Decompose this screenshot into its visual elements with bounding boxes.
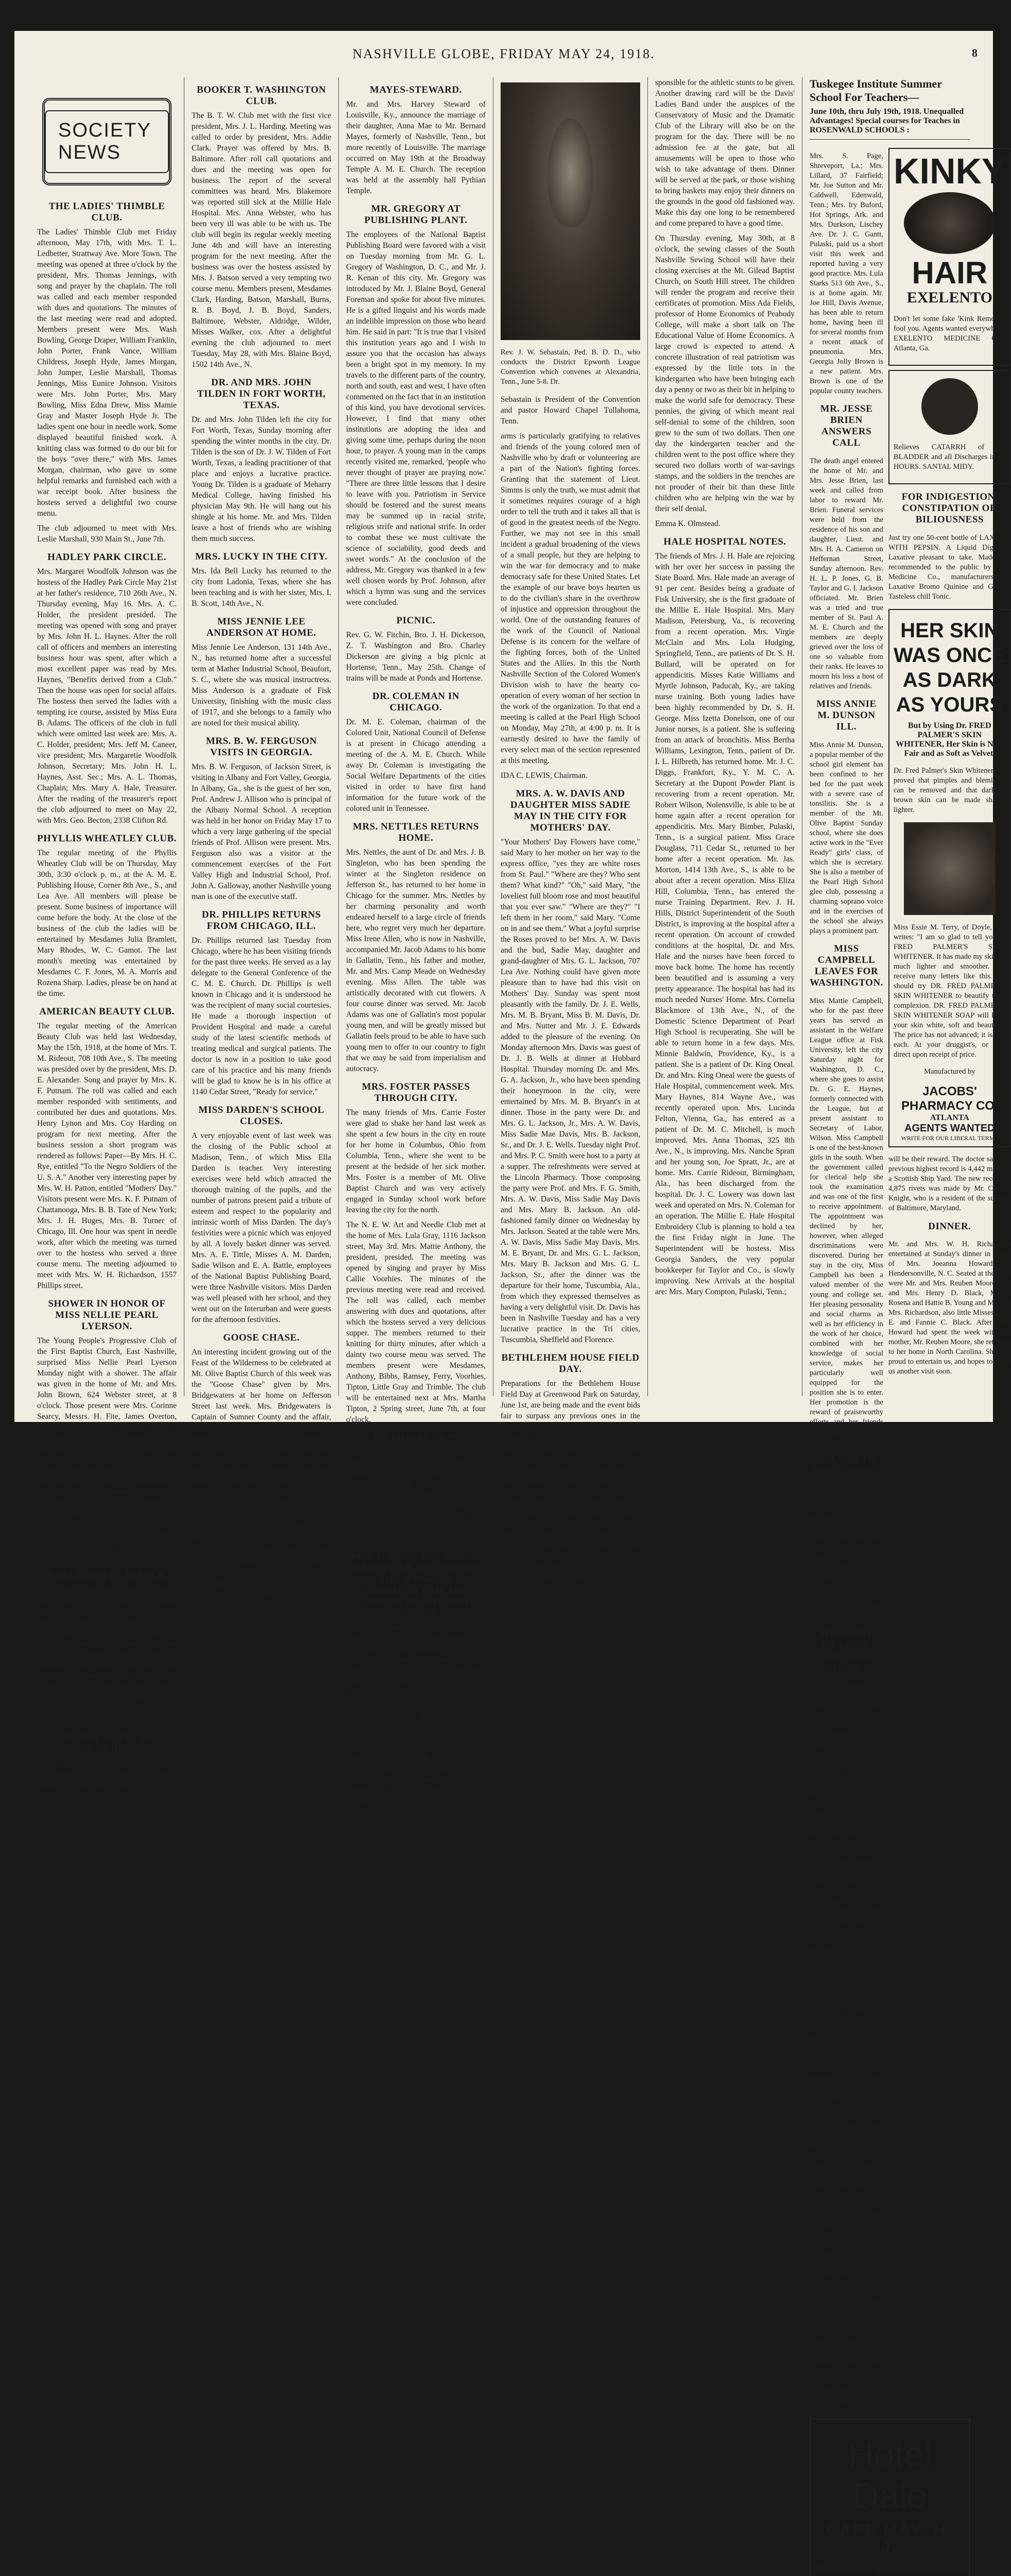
portrait-photo — [501, 82, 640, 340]
article-heading: MRS. B. W. FERGUSON VISITS IN GEORGIA. — [205, 736, 317, 758]
campbell-heading: MISS CAMPBELL LEAVES FOR WASHINGTON. — [810, 943, 883, 988]
ads-column — [888, 144, 1011, 2413]
article-heading: MAYES-STEWARD. — [370, 84, 462, 95]
skin-ad-portrait — [904, 822, 996, 915]
page-number: 8 — [972, 46, 978, 59]
article-heading: DR. COLEMAN IN CHICAGO. — [372, 691, 460, 713]
article-heading: MISS DARDEN'S SCHOOL CLOSES. — [198, 1105, 324, 1127]
article-heading: AMERICAN BEAUTY CLUB. — [39, 1006, 175, 1017]
campbell-text: Miss Mattie Campbell, who for the past three years has served as assistant in the Welfare League office at Fisk University, left the city Saturday night for Washington, D. C., where she goes to assist Dr. G. E. Haynes, formerly connected with the League, but at present assistant to Secretary of Labor, Wilson. Miss Campbell is one of the best-known girls in the south. When the government called for clerical help she took the examination and was one of the first to receive appointment. The appointment was declined by her, however, when alleged discriminations were discovered. During her stay in the city, Miss Campbell has been a valued member of the young and college set. Her pleasing personality and social charms as well as her efficiency in the work of her choice, combined with her knowledge of social service, makes her particularly well equipped for the position she is to enter. Her promotion is the reward of praiseworthy efforts and her friends are congratulating her on her success. — [810, 996, 883, 1446]
column-2 — [184, 77, 339, 1599]
newspaper-page — [14, 31, 1011, 2573]
kinky-word: KINKY — [893, 151, 1006, 191]
article-text: Dr. and Mrs. John Tilden left the city for Fort Worth, Texas, Sunday morning after spending the winter months in the city. Dr. Tilden is the son of Dr. J. W. Tilden of Fort Worth, Texas, a leading practitioner of that place and enjoys a lucrative practice. Young Dr. Tilden is a graduate of Meharry Medical College, having finished his physician May 9th. He will hang out his shingle at his home. Mr. and Mrs. Tilden leave a host of friends who are wishing them much success. — [192, 415, 331, 543]
article-text: sponsible for the athletic stunts to be given. Another drawing card will be the Davis' Ladies Band under the auspices of the Conservatory of Music and the Dramatic Club of the Library will also be on the program for the day. There will be no admission fee at the gate, but all amusements will be open to those who wish to take advantage of them. Dinner will be served at the park, or those wishing to bring baskets may enjoy their dinners on the grounds in the good old fashioned way. Make this day one long to be remembered and come prepared to have a good time. — [655, 78, 795, 228]
column-4 — [493, 77, 648, 1594]
hotel-name: Hotel Dale — [848, 2434, 932, 2516]
column-1-articles — [37, 201, 177, 1801]
column-2-articles — [192, 84, 331, 1600]
article-heading: GOOSE CHASE. — [223, 1332, 300, 1343]
upper-section — [810, 144, 1011, 2413]
capsule-image — [921, 378, 978, 435]
article-heading: DR. PHILLIPS RETURNS FROM CHICAGO, ILL. — [201, 909, 321, 931]
article-heading: MRS. NETTLES RETURNS HOME. — [353, 821, 479, 843]
article-text: The regular meeting of the American Beauty Club was held last Wednesday, May the 15th, 1918, at the home of Mrs. T. M. Rideout, 708 10th Ave., S. The meeting was presided over by the president, Mrs. D. E. Alexander. Song and prayer by Mrs. K. F. Putnam. The roll was called and each member responded with sentiments, and contributed her dues and quotations. Mrs. Henry Lynon and Mrs. Coy Harding on program for next meeting. After the business session a short program was rendered as follows: Paper—By Mrs. H. C. Rye, entitled "To the Negro Soldiers of the U. S. A." Another very interesting paper by Mrs. W. H. Patton, entitled "Mothers' Day." Visitors present were Mrs. K. F. Putnam of Chattanooga, Mrs. B. B. Tate of New York; Mrs. J. H. Huges, Mrs. B. Turner of Chicago, Ill. One hour was spent in needle work, after which the meeting was turned over to the hostess who served a three course menu. The meeting adjourned to meet with Mrs. W. H. Richardson, 1557 Phillips street. — [37, 1022, 177, 1290]
article-heading: SHOWER IN HONOR OF MISS NELLIE PEARL LYERSON. — [48, 1298, 166, 1332]
dinner-heading: DINNER. — [928, 1221, 971, 1232]
skin-text: Dr. Fred Palmer's Skin Whitener has proved that pimples and blemishes can be removed and that dark or brown skin can be made shades lighter. — [893, 766, 1006, 814]
article-heading: MRS. A. W. DAVIS AND DAUGHTER MISS SADIE MAY IN THE CITY FOR MOTHERS' DAY. — [510, 788, 631, 833]
tuskegee-subtitle: June 10th, thru July 19th, 1918. Unequalled Advantages! Special courses for Teaches in ROSENWALD SCHOOLS : — [810, 107, 964, 134]
skin-headline: HER SKIN WAS ONCE AS DARK AS YOURS — [893, 619, 1006, 716]
article-text: A delightful dinner was served Monday at the residence of Mr. and Mrs. Samuel Jones, 1907 Cartwright Street, in honor of Rev. G. I. Jackson of Dallas, Texas. The dining room was artistically decorated with roses and carnations. During the dinner music was rendered on the Victrola. The following were seated at the table. The honored guest, Rev. Jackson, Mr. and Mrs. William Jones and Mr. and Mrs. Samuel Jones, Rev. Jackson left for Dallas, Texas, Monday night accompanied by Mr. Samuel Jones. — [37, 1585, 177, 1724]
article-heading: PHYLLIS WHEATLEY CLUB. — [37, 833, 177, 844]
hair-word: HAIR — [912, 256, 988, 290]
meharry-heading: MEHARRY MEDICAL COLLEGE NEWS. — [819, 1629, 873, 1673]
dunson-text: Miss Annie M. Dunson, a popular member of the school girl element has been confined to her bed for the past week with a severe case of tonsilitis. She is a member of the Mt. Olive Baptist Sunday school, where she does active work in the "Ever Ready" girls' class, of which she is secretary. She is also a member of the Pearl High School glee club, possessing a charming soprano voice and in the exercises of the school she always plays a prominent part. — [810, 740, 883, 935]
article-text: The B. T. W. Club met with the first vice president, Mrs. J. L. Harding. Meeting was called to order by president, Mrs. Addie Clark. Prayer was offered by Mrs. B. Baltimore. After roll call quotations and dues and the meeting was open for business. The report of the several committees was heard. Mrs. Blakemore was reported still sick at the Millie Hale Hospital. Mrs. Anna Webster, who has been very ill was able to be with us. The club will begin its regular weekly meeting June 4th and will have an interesting program for the next meeting. After the business was over the hostess assisted by Mrs. J. Batson served a very tempting two course menu. Members present, Mesdames Clark, Harding, Batson, Marshall, Burns, R. B. Boyd, J. B. Boyd, Sanders, Baltimore, Webster, Aldridge, Wilder, Misses Walker, cox. After a delightful evening the club adjourned to meet Tuesday, May 28, with Mrs. Blaine Boyd, 1502 14th Ave., N. — [192, 111, 331, 369]
article-text: Emma K. Olmstead. — [655, 519, 721, 528]
column-6 — [802, 77, 1011, 2573]
article-heading: BETHLEHEM HOUSE FIELD DAY. — [501, 1352, 640, 1375]
agents-terms: WRITE FOR OUR LIBERAL TERMS — [901, 1134, 999, 1142]
article-heading: THE LADIES' THIMBLE CLUB. — [48, 201, 165, 223]
article-text: Bishop I. B. Scott has gone to Tallahassee, Fla., where he preaches the baccalaureate sermon Sunday, May 26th, for the State College of Florida. — [37, 1759, 177, 1800]
article-text: Preparations for the Bethlehem House Field Day at Greenwood Park on Saturday, June 1st, are being made and the event bids fair to surpass any previous ones in the history of the Bethlehem House. The scheme of the day is to be given by Mr. A. Mrs. F. G. Smith, and two boys of the Sallie Hill Sawyer Memorial Fund toward which fund proceeds of the day will go. The Bethlehem House has charge of the day's arrangements: Mrs. C. A. Dabbs, chairman; Mrs. C. Callie Voorhies, Mrs. C. L. Dickerson; Miss Julia Williams, chairman, and the following assistants: Mrs. F. G. Smith, Mrs. Lawrence Lewis, Mrs. F. G. Smith, Mrs. A. N. Johnson and Miss M. L. Hadley. This fine bit of co-operation between the Pearl High School who have planned for the day at the park, and the community that — [501, 1379, 640, 1594]
article-text: The regular meeting of the Phyllis Wheatley Club will be on Thursday, May 30th, 3:30 o'clock p. m., at the A. M. E. Publishing House, Corner 8th Ave., S., and Lea Ave. All members will please be present. Some business of importance will come before the body. At the close of the business of the club the ladies will be entertained by Mesdames Julia Bramlett, Mary Rhodes, W. C. Gamot. The last month's meeting was entertained by Mesdames C. F. Jones, M. A. Morris and Rozena Sharp. Ladies, please be on hand at the time. — [37, 849, 177, 998]
article-text: According to Wednesday's Tennessean and American, Lieut. Cecil Sims speaking at the Rotary Club luncheon on Tuesday said, "Never worry about the Negro officer. They are proud of their people. They hold their places as well as the whites." Reports from Camp Pike in the line with reports from all over the country and from France, but coming as they did from a former Nashville man, through working side by side with the Negro officers at the Fort Sill Artillery school, it bears a special significance to the people of this city. The best of these Negro officers being Nashville boys, the Committee of Negro women feel as if they were owing it to themselves to testify to the fitness of his Negro comrade in — [346, 1623, 486, 1816]
article-heading: MEETING OF THE NORTH NASHVILLE SECTION OF THE WOMEN'S COMMITTEE OF THE COUNCIL OF NATIONAL DEFENSE. — [351, 1551, 481, 1619]
article-heading: A DELIGHTFUL DINNER. — [45, 1570, 168, 1581]
article-heading: HADLEY PARK CIRCLE. — [47, 552, 166, 563]
column-5-articles — [655, 77, 795, 1297]
article-text: Mr. and Mrs. Henry Caldwell of New Orleans, La., passed through Nashville Thursday of this week on route to St. Louis and Cleveland. Mr. and Mrs. Caldwell were only recently married and are on their bridal trip. While here they were the guests of Dr. J. R. Holman. Mrs. Caldwell was formerly Miss Ruth Wilson; one of New Orleans' splendid young women. — [346, 1448, 486, 1543]
article-heading: MISS JENNIE LEE ANDERSON AT HOME. — [206, 616, 317, 638]
dunson-heading: MISS ANNIE M. DUNSON ILL. — [816, 699, 877, 732]
society-news-banner — [42, 98, 172, 185]
article-text: The Young People's Progressive Club of the First Baptist Church, East Nashville, surprised Miss Nellie Pearl Lyerson Monday night with a shower. The affair was given in the home of Mr. and Mrs. John Brown, 624 Webster street, at 8 o'clock. Those present were Mrs. Corinne Searcy, Messrs. H. Fite, James Overton, Nathaniel Blake, John Burrough, Prof. E. L. Elnser, Dr. I. C. Wilkerson and the president, Miss S. G. Lyerson. They left the home of Mrs. Brown and entered Miss Lyerson's prepared the following program: Reading—Dr. Wilkerson. Instrumental Solo—Mrs. Robert Johnson. Reading—Mrs. Mary Lyerson Ewing of Indianapolis. Vocal Solo—Miss S. G. Lyerson. Presentation from the Club—Mrs. Corinne Searcy. This was quite a surprise for Miss Lyerson. She is to leave Thursday night for Detroit. — [37, 1336, 177, 1562]
manufactured-by: Manufactured by — [924, 1067, 975, 1076]
article-text: The Ladies' Thimble Club met Friday afternoon, May 17th, with Mrs. T. L. Ledbetter, Strattway Ave. More Town. The meeting was opened at three o'clock by the president, Mrs. Thomas Jennings, with song and prayer by the chaplain. The roll was called and each member responded with dues and quotations. The minutes of the last meeting were read and adopted. Members present were Mrs. Wash Bowling, George Draper, William Franklin, John Porter, Frank Vance, William Childress, Joseph Hyde, James Morgan, John Jumper, Leslie Marshall, Thomas Jennings, Miss Eunice Johnson. Visitors were Mrs. John Porter, Mrs. Mary Bowling, Miss Edna Drew, Miss Mamie Gray and Master Joseph Hyde Jr. The ladies spent one hour in needle work. Some displayed beautiful finished work. A knitting class was formed to do our bit for the boys "over there," with Mrs. James Morgan, chairman, who gave us some helpful remarks and furnished each with a war receipt book. After business the hostess served a delightful two course menu. — [37, 228, 177, 518]
article-text: Mrs. Nettles, the aunt of Dr. and Mrs. J. B. Singleton, who has been spending the winter at the Singleton residence on Jefferson St., has returned to her home in Chicago for the summer. Mrs. Nettles by her charming personality and worth endeared herself to a large circle of friends here, who regret very much her departure. Miss Irene Allen, who is now in Nashville, accompanied Mr. Jacob Adams to his home in Gallatin, Tenn., his father and mother, Mr. and Mrs. Camp Meade on Wednesday evening. Miss Allen. The table was artistically decorated with cut flowers. A four course dinner was served. Mr. Jacob Adams was one of Gallatin's most popular young men, and will be greatly missed but Gallatin feels proud to be able to have such young men to offer to our country to fight that we may be said from imperialism and autocracy. — [346, 848, 486, 1073]
column-3 — [339, 77, 493, 1816]
article-text: Miss Jennie Lee Anderson, 131 14th Ave., N., has returned home after a successful term at Mather Industrial School, Beaufort, S. C., where she was musical instructress. Miss Anderson is a graduate of Fisk University, finishing with the music class of 1917, and she belongs to a family who are noted for their musical ability. — [192, 643, 331, 727]
brien-heading: MR. JESSE BRIEN ANSWERS CALL — [820, 403, 873, 448]
tuskegee-title: Tuskegee Institute Summer School For Teachers— — [810, 77, 942, 104]
lax-fos-heading: FOR INDIGESTION, CONSTIPATION OR BILIOUSNESS — [901, 492, 998, 525]
lax-fos-ad — [888, 492, 1011, 602]
article-text: Mrs. Ida Bell Lucky has returned to the city from Ladonia, Texas, where she has been teaching and is with her sister, Mrs. I. B. Scott, 14th Ave., N. — [192, 567, 331, 608]
brien-text: The death angel entered the home of Mr. and Mrs. Jesse Brien, last week and called from labor to reward Mr. Brien. Funeral services were held from the residence of his son and daughter, Lieut. and Mrs. H. A. Cameron on Heffernan Street, Sunday afternoon. Rev. H. L. P. Jones, G. B. Taylor and G. I. Jackson officiated. Mr. Brien was a tried and true member of St. Paul A. M. E. Church and the members are deeply grieved over the loss of one so valuable from their ranks. He leaves to mourn his loss a host of relatives and friends. — [810, 456, 883, 690]
santal-text: Relieves CATARRH of the BLADDER and all Discharges in 24 HOURS. SANTAL MIDY. — [893, 443, 1006, 471]
article-text: AGENTS—THE COLORED MAN IS NO SLACKER. A beautiful patriotic picture in colors—a picture of every member of the race. Agents are selling thousands. Sample 25c. Agents write for terms. — [192, 1547, 331, 1599]
article-text: Dr. Phillips returned last Tuesday from Chicago, where he has been visiting friends for the past three weeks. He served as a lay delegate to the General Conference of the C. M. E. Church. Dr. Phillips is well known in Chicago and it is understood he was the recipient of many social courtesies. He made a thorough inspection of Provident Hospital and made a careful study of the latest scientific methods of treating medical and surgical patients. The doctor is now in a position to take good care of his practice and his many friends will be glad to know he is in his office at 1140 Cedar Street, "Ready for service." — [192, 936, 331, 1096]
agents-wanted: AGENTS WANTED — [904, 1122, 995, 1134]
rivet-record-text: will be their reward. The doctor says the previous highest record is 4,442 made in a Scottish Ship Yard. The new record of 4,875 rivets was made by Mr. Charles Knight, who is a resident of the suburbs of Baltimore, Maryland. — [888, 1155, 1011, 1212]
article-text: Dr. M. E. Coleman, chairman of the Colored Unit, National Council of Defense is at present in Chicago attending a meeting of the A. M. E. Church. While away Dr. Coleman is investigating the Social Welfare Departments of the cities visited in order to have first hand information for the future work of the colored unit in Tennessee. — [346, 718, 486, 813]
colors-text: Prof. Ira B. Scott, A. B., son of Bishop and Mrs. I. B. Scott of Nashville and professor of Science in the Prairie View State Normal and Industria College of Texas, has been called to the colors and reported at the training camp on the 25th inst. Prof. Scott is a graduate of the Ohio Wesleyan University, Delaware, Ohio. — [810, 1484, 883, 1620]
article-text: On Thursday evening, May 30th, at 8 o'clock, the sewing classes of the South Nashville Sewing School will have their closing exercises at the Mt. Gilead Baptist Church, on South Hill street. The children will render the program and receive their certificates of promotion. Miss Ada Fields, professor of Home Economics of Peabody College, will make a short talk on The Educational Value of Home Economics. A large crowd is expected to attend. A concrete illustration of real patriotism was expressed by the little tots in the kindergarten who have been bringing each day a penny or two as their bit in helping to make the world safe for democracy. These pennies, the giving of which meant real self-denial to some of the children, soon grew to the sum of two dollars. Then one day the kindergarten teacher and the children went to the post office where they secured two dollars worth of war-savings stamps, and the soldiers in the trenches are not prouder of their bit than these little children who are helping win the war by their self denial. — [655, 234, 795, 513]
divider — [810, 139, 970, 140]
column-3-articles — [346, 84, 486, 1817]
skin-subhead: But by Using Dr. FRED PALMER'S SKIN WHITENER, Her Skin is Now Fair and as Soft as Velvet. — [896, 721, 1004, 758]
society-news-title: SOCIETY NEWS — [45, 110, 169, 173]
dinner-text: Mr. and Mrs. W. H. Richardson entertained at Sunday's dinner in honor of Mrs. Joeanna Howard of Hendersonville, N. C. Seated at the table were Mr. and Mrs. Reuben Moore, Mr. and Mrs. Henry D. Black, Misses Rosena and Hattie B. Young and Mr. and Mrs. Richardson, also little Misses Josie E. and Fannie C. Black. After Mrs. Howard had spent the week with her mother, Mr. Reuben Moore, she returned to her home in North Carolina. She was proud to entertain us, and hopes to make us another visit soon. — [888, 1240, 1011, 1376]
article-heading: MRS. LUCKY IN THE CITY. — [195, 551, 328, 562]
article-text: A very enjoyable event of last week was the closing of the Public school at Madison, Tenn., of which Miss Ella Darden is teacher. Very interesting exercises were held which attracted the thorough training of the pupils, and the number of patrons present paid a tribute of esteem and respect to the popularity and intrinsic worth of Miss Darden. The day's festivities were a picnic which was enjoyed by all. A lovely basket dinner was served. Mrs. A. E. Tittle, Misses A. M. Darden, Sadie Wilson and E. A. Battle, employees of the National Baptist Publishing Board, were three Nashville visitors. Miss Darden was well pleased with her school, and they went out on the Interurban and were guests for the afternoon festivities. — [192, 1131, 331, 1324]
article-text: The friends of Mrs. J. H. Hale are rejoicing with her over her success in passing the State Board. Mrs. Hale made an average of 91 per cent. Besides being a graduate of Fisk University, she is the first graduate of the Millie E. Hale Hospital. Mrs. Mary Madison, Petersburg, Va., is recovering from a recent operation. Mrs. Virgie McClain and Mrs. Lola Hudging, Springfield, Tenn., are patients of Dr. S. H. Bullard, will be operated on for appendicitis. Misses Katie Williams and Myrtle Johnson, Paducah, Ky., are taking nurse training. Both young ladies have been highly recommended by Dr. S. H. George. Miss Izetta Donelson, one of our Junior nurses, is a patient. She is suffering from an attack of bronchitis. Miss Bertha Williams, Lexington, Tenn., patient of Dr. I. L. Hilbreth, has returned home. Mr. J. C. Diggs, Frankfort, Ky., Y. M. C. A. Secretary at the Dupont Powder Plant is recovering from a recent operation. Mr. Robert Wilson, Nolensville, is able to be at home again after a recent operation for appendicitis. Mrs. Mary Bimber, Pulaski, Tenn., is a surgical patient. Miss Grace Douglass, 711 Cedar St., returned to her home after a recent operation. Mr. Jas. Morton, 1414 13th Ave., S., is able to be about after a recent operation. Miss Eliza Hill, Columbia, Tenn., has entered the nurse Training Department. Rev. J. H. Hills, District Superintendent of the South District, is improving at the hospital after a recent operation. On account of crowded conditions at the hospital, Dr. and Mrs. Hale and the nurses have been forced to move back home. The home has recently been beautified and is assuming a very pretty appearance. The hospital has had its much needed Nurses' Home. Mrs. Cornelia Blackmore of 13th Ave., N., of the Domestic Science Department of Pearl High School is recuperating. She will be able to return home in a few days. Mrs. Minnie Baldwin, Providence, Ky., is a patient. She is a patient of Dr. King Oneal. Dr. and Mrs. King Oneal were the guests of Hale Hospital, commencement week. Mrs. Mary Haynes, 814 Wayne Ave., was recently operated upon. Mrs. Lucinda Felton, Vienna, Ga., has entered as a patient of Dr. M. C. Mitchell, is much improved. Mrs. Anna Thomas, 325 8th Ave., N., is improving. Mrs. Nanche Spratt and her young son, Joe Spratt, Jr., are at home. Mrs. Carrie Rideout, Birmingham, Ala., has been discharged from the hospital. Dr. J. C. Lowery was down last week and operated on Mrs. N. Coleman for an operation. The Millie E. Hale Hospital Embroidery Club is planning to hold a tea the first Friday night in June. The Superintendent will be hostess. Miss Georgia Sanders, the very popular bookkeeper for Taylor and Co., is slowly improving. New Arrivals at the hospital are: Mrs. Mary Compton, Pulaski, Tenn.; — [655, 552, 795, 1296]
exelento-brand: EXELENTO — [906, 289, 992, 306]
article-heading: HALE HOSPITAL NOTES. — [663, 536, 786, 547]
photo-caption: Rev. J. W. Sebastain, Ped. B. D. D., who conducts the District Epworth League Convention which convenes at Alexandria, Tenn., June 5-8. Dr. — [501, 348, 640, 386]
article-text: Rev. G. W. Fitchin, Bro. J. H. Dickerson, Z. T. Washington and Bro. Charley Dickerson are giving a big picnic at Hortense, Tenn., May 25th. Change of trains will be made at Ponds and Hortense. — [346, 631, 486, 683]
article-heading: DR. AND MRS. JOHN TILDEN IN FORT WORTH, TEXAS. — [197, 377, 326, 411]
article-text: Mrs. Margaret Woodfolk Johnson was the hostess of the Hadley Park Circle May 21st at her father's residence, 710 26th Ave., N. Thursday evening, May 16. Mrs. A. C. Holder, the president presided. The meeting was opened with song and prayer by Mrs. John H. L. Haynes. After the roll call of officers and members an interesting business hour was spent, after which a most excellent paper was read by Mrs. Haynes, "Benefits derived from a Club." Then the house was open for social affairs. The hostess then served the ladies with a tempting ice course, assisted by Miss Eura B. Adams. The officers of the club in full which were omitted last week are: Mrs. A. C. Holder, president; Mrs. Jeff M. Caneer, vice president; Mrs. Margaretie Woodfolk Johnson, Secretary; Mrs. John H. L. Haynes, Asst. Sec.; Mrs. A. L. Thomas, Chaplain; Mrs. Mary A. Hale, Treasurer. After the reading of the treasurer's report the club adjourned to meet on May 22, with Mrs. Geo. Becton, 2338 Clifton Rd. — [37, 567, 177, 825]
lax-fos-text: Just try one 50-cent bottle of LAX-FOS WITH PEPSIN. A Liquid Digestive Laxative pleasant to take. Made and recommended to the public by Paris Medicine Co., manufacturers of Laxative Bromo Quinine and Grove's Tasteless chill Tonic. — [888, 533, 1011, 601]
hotel-location: CAPE MAY, N. J. — [826, 2521, 954, 2556]
column-1 — [30, 77, 184, 1800]
jacobs-pharmacy: JACOBS' PHARMACY CO. — [901, 1084, 998, 1113]
article-text: The N. E. W. Art and Needle Club met at the home of Mrs. Lula Gray, 1116 Jackson street, May 3rd. Mrs. Mattie Anthony, the president, presided. The meeting was opened by singing and prayer by Miss Callie Voorhies. The minutes of the previous meeting were read and received. The roll was called, each member answering with dues and quotations, after which the hostess served a very delicious supper. The members returned to their knitting for thirty minutes, after which a dainty two course menu was served. The members present were Mesdames, Anthony, Bibbs, Ramsey, Ferry, Voorhies, Tipton, Little Gray and Trimble. The club will be entertained next at Mrs. Martha Tipton, 2 Spring street, June 7th, at four o'clock. — [346, 1221, 486, 1424]
hospital-notes-continued: Mrs. S. Page, Shreveport, La.; Mrs. Lillard, 37 Fairfield; Mr. Joe Sutton and Mr. Caldwell, Edenwald, Tenn.; Mrs. Iry Buford, Hot Springs, Ark. and Mrs. Durkson, Lischey Ave. Dr. J. C. Gantt, Pulaski, paid us a short visit this week and reported having a very good practice. Mrs. Lula Starks 513 6th Ave., S., is at home again. Mr. Joe Hill, Davis Avenue, has been able to return home, having been ill for several months from a recent attack of pneumonia. Mrs. Georgia Jolly Brown is a new patient. Mrs. Brown is one of the popular county teachers. — [810, 151, 883, 395]
article-heading: MR. GREGORY AT PUBLISHING PLANT. — [364, 204, 468, 226]
hotel-description: This magnificent hotel, located in the heart — [815, 2565, 965, 2573]
article-text: An interesting incident growing out of the Feast of the Wilderness to be celebrated at Mt. Olive Baptist Church of this week was the "Goose Chase" given by Mrs. Bridgewaters at her home on Jefferson Street last week. Mrs. Bridgewaters is Captain of Sumner County and the affair, which was a financial success was for the benefit of that club. The principal event of the evening was "The Goose Chase" and consisted of a hunt for the goose, which Mrs. Bridgewaters had prepared and when found was a baked turkey. Mr. Felix Lytton found the goose. A handsome box of home-made candy was won by Miss N. E. King and an elaborately decorated cake was won by Mrs. L. King. Delicious sandwiches, fruit and punch were served. — [192, 1348, 331, 1540]
article-text: IDA C. LEWIS, Chairman. — [501, 771, 588, 780]
article-text: Mr. and Mrs. Harvey Steward of Louisville, Ky., announce the marriage of their daughter, Anna Mae to Mr. Bernard Mayes, formerly of Nashville, Tenn., but more recently of Louisville. The marriage occurred on May 19th at the Broadway Temple A. M. E. Church. The reception was held at the assembly hall Pythian Temple. — [346, 100, 486, 195]
article-text: arms is particularly gratifying to relatives and friends of the young colored men of Nashville who by draft or volunteering are a part of the Nation's fighting forces. Granting that the statement of Lieut. Simms is only the truth, we must admit that it sometimes requires courage of a high order to tell the truth and it takes all that is of good in the greatest needs of the Negro. Further, we may not see in this small incident a gradual broadening of the views of a small people, but they are helping to win the war for democracy and to make democracy safe for these United States. Let the example of our brave boys hearten us to do the civilian's share in the overthrow of injustice and oppression throughout the world. One of the outstanding features of the work of the Council of National Defense is its concern for the welfare of the fighting forces, both of the United States and the Allies. In this the North Nashville Section of the Colored Women's Division wish to have the hearty co-operation of every woman of her section in the work of the organization. To that end a meeting is called at the Pearl High School on Monday, May 27th, at 4:00 p. m. It is earnestly desired to have the family of every select man of the section represented at this meeting. — [501, 432, 640, 765]
upper-left-text — [810, 144, 883, 2413]
article-heading: ON BRIDAL TRIP. — [373, 1432, 459, 1443]
article-heading: MRS. FOSTER PASSES THROUGH CITY. — [362, 1081, 470, 1104]
article-heading: PICNIC. — [396, 615, 436, 626]
article-heading: BOOKER T. WASHINGTON CLUB. — [197, 84, 326, 107]
masthead: NASHVILLE GLOBE, FRIDAY MAY 24, 1918. — [352, 46, 655, 61]
kinky-hair-ad — [888, 148, 1011, 366]
article-text: Sebastain is President of the Convention and pastor Howard Chapel Tullahoma, Tenn. — [501, 395, 640, 426]
hotel-dale-ad — [810, 2418, 970, 2576]
article-text: "Your Mothers' Day Flowers have come," said Mary to her mother on her way to the express office, "yes they are white roses from St. Paul." "Where are they? Who sent them? What kind?" "Oh," said Mary, "the loveliest full bloom rose and most beautiful that you ever saw." "Where are they?" "I left them in her room," said Mary. "Come on in and see them." What a joyful surprise the Roses proved to be! Mrs. A. W. Davis and the bud, Sadie May, daughter and grand-daughter of Mrs. G. L. Jackson, 707 Lea Ave. Nothing could have given more pleasure than to have had this visit on Mothers' Day. Sunday was spent most pleasantly with the family. Dr. J. E. Wells, Mrs. M. B. Bryant, Miss B. M. Davis, Dr. and Mrs. Nutter and Mr. J. E. Edwards added to the pleasure of the evening. On Monday afternoon Mrs. Davis was guest of Dr. J. B. Wells at dinner at Hubbard Hospital. Thursday morning Dr. and Mrs. G. A. Jackson, Jr., who have been spending their honeymoon in the city, were entertained by Mrs. M. B. Bryant's in at dinner. Those in the party were Dr. and Mrs. G. L. Jackson, Jr., Mrs. A. W. Davis, Miss Sadie Mae Davis, Mrs. B. Jackson, Sr., and Dr. J. E. Wells. Tuesday night Prof. and Mrs. P. C. Smith were host to a party at a supper. The refreshments were served at the Lincoln Pharmacy. Those composing the party were Prof. and Mrs. F. G. Smith, Mrs. A. W. Davis, Miss Sadie May Davis and Mrs. Mary B. Jackson. An old-fashioned family dinner on Wednesday by Mrs. Jackson. Seated at the table were Mrs. A. W. Davis, Miss Sadie May Davis, Mrs. M. E. Bryant, Dr. and Mrs. G. L. Jackson, Mrs. Mary B. Jackson and Mrs. G. L. Jackson, Sr., after the dinner was the departure for their home, Tuscumbia, Ala., from which they expressed themselves as having a very delightful visit. Dr. Davis has been in Nashville Tuesday and has a very lucrative practice in the Tri cities, Tuscumbia, Sheffield and Florence. — [501, 838, 640, 1344]
exelento-text: Don't let some fake 'Kink Remover' fool you. Agents wanted everywhere. EXELENTO MEDICINE CO., Atlanta, Ga. — [893, 314, 1006, 352]
article-text: The employees of the National Baptist Publishing Board were favored with a visit on Tuesday morning from Mr. G. L. Gregory of Washington, D. C., and Mr. J. R. Kenan of this city. Mr. Gregory was introduced by Mr. J. Blaine Boyd, General Foreman and spoke for about five minutes. He is a gifted linguist and his words made an indelible impression on those who heard him. He said in part: "It is true that I visited this institution years ago and I wish to assure you that the occasion has always been a bright spot in my memory. In my travels to the different parts of the country, north and south, east and west, I have often commented on the fact that in an institution of this kind, you have devotional services. However, I find that many other institutions are adopting the idea and giving some time, perhaps during the noon hour, to prayer. A young man in the camps recently visited me, remarked, 'people who never thought of prayer are praying now.' "There are three little lessons that I desire to leave with you. Patriotism in Service should be fostered and the surest means may be summed up in racial strife, religious strife and national strife. In order to combat these we must cultivate the science of sociability, good deeds and sweet words." At the conclusion of the address, Mr. Gregory was thanked in a few well chosen words by Prof. Johnson, after which a hymn was sung and the services were concluded. — [346, 230, 486, 607]
colors-heading: CALLED TO THE COLORS. — [811, 1454, 882, 1476]
article-text: The many friends of Mrs. Carrie Foster were glad to shake her hand last week as she spent a few hours in the city en route for her home in Columbus, Ohio from Columbia, Tenn., where she went to be present at the bedside of her sick mother. Mrs. Foster is a member of Mt. Olive Baptist Church and was very actively engaged in Sunday school work before leaving the city for the north. — [346, 1108, 486, 1214]
article-heading: BISHOP SCOTT IN FLORIDA. — [62, 1732, 151, 1754]
atlanta-label: ATLANTA — [930, 1113, 969, 1122]
santal-midy-ad — [888, 370, 1011, 484]
column-4-articles — [501, 394, 640, 1595]
column-5 — [648, 77, 802, 1396]
skin-whitener-ad — [888, 609, 1011, 1147]
terry-testimonial: Miss Essie M. Terry, of Doyle, Ga. writes: "I am so glad to tell you of FRED PALMER'S SKIN WHITENER. It has made my skin so much lighter and smoother. We receive many letters like this. All should try DR. FRED PALMER'S SKIN WHITENER to beautify their complexion. DR. FRED PALMER'S SKIN WHITENER SOAP will keep your skin white, soft and beautiful. The price has not advanced; it is 25c each. At your druggist's, or sent direct upon receipt of price. — [893, 923, 1006, 1059]
article-text: Mrs. B. W. Ferguson, of Jackson Street, is visiting in Albany and Fort Valley, Georgia. In Albany, Ga., she is the guest of her son, Prof. Andrew J. Allison who is principal of the Albany Normal School. A reception was held in her honor on Friday May 17 to which a very large gathering of the special friends of Prof. Allison were present. Mrs. Ferguson also was a visitor at the commencement exercises of the Fort Valley High and Industrial School, Prof. John A. Galloway, another Nashville young man is one of the executive staff. — [192, 762, 331, 901]
ad-portrait — [904, 192, 996, 254]
meharry-text: Mr. P. L. Bryant, who has just completed the Junior year, writes from Omaha, Neb., that the school boys are busy and content with the Pullman Co. Dr. Henry Green, '16, who holds a commission as First Lieut., M. R. C., is with the Medical Division of the Fifth Section Colored Troops at the Camp C 519 Engineer Division at Fitzburg, Mass. He hopes to be called soon to active service. The first floor of the new Anderson Anatomical Building, is soon to be fitted up as a library and reading room for the Faculty and students. Students will be privileged to these privileges, and the support of alumni. Donation of books, especially of a Medical and Scientific character are requested. The Rock City Academy of Medicine and Surgery met in the Pathological Laboratories of the College Monday night. Dr. J. H. Holman, head of this department read a very interesting paper, that evoked a much animated discussion. Among the leading physicians in the city who have been selected to carry the "War" message to the colored people, is Dr. C. V. Roman of the Faculty, who is expected to speak at our principal points in the next fortnight. Dr. Roman is a member of the State Board of Health. Dr. Geo. E. Haynes, formerly of Fisk University, is now Director of Negro Economics, for the Government at Washington, D. C., writes a rather interesting letter. We are pleased to know that through his efforts his new building. He says that 9,800 Negro laborers are now employed in the yards at Sparrows Point, Md.; that a Negro shipyard worker has driven 4,875 three-quarter inch rivets in a nine hour day. — [810, 1682, 883, 2405]
article-text: The club adjourned to meet with Mrs. Leslie Marshall, 930 Main St., June 7th. — [37, 524, 177, 544]
